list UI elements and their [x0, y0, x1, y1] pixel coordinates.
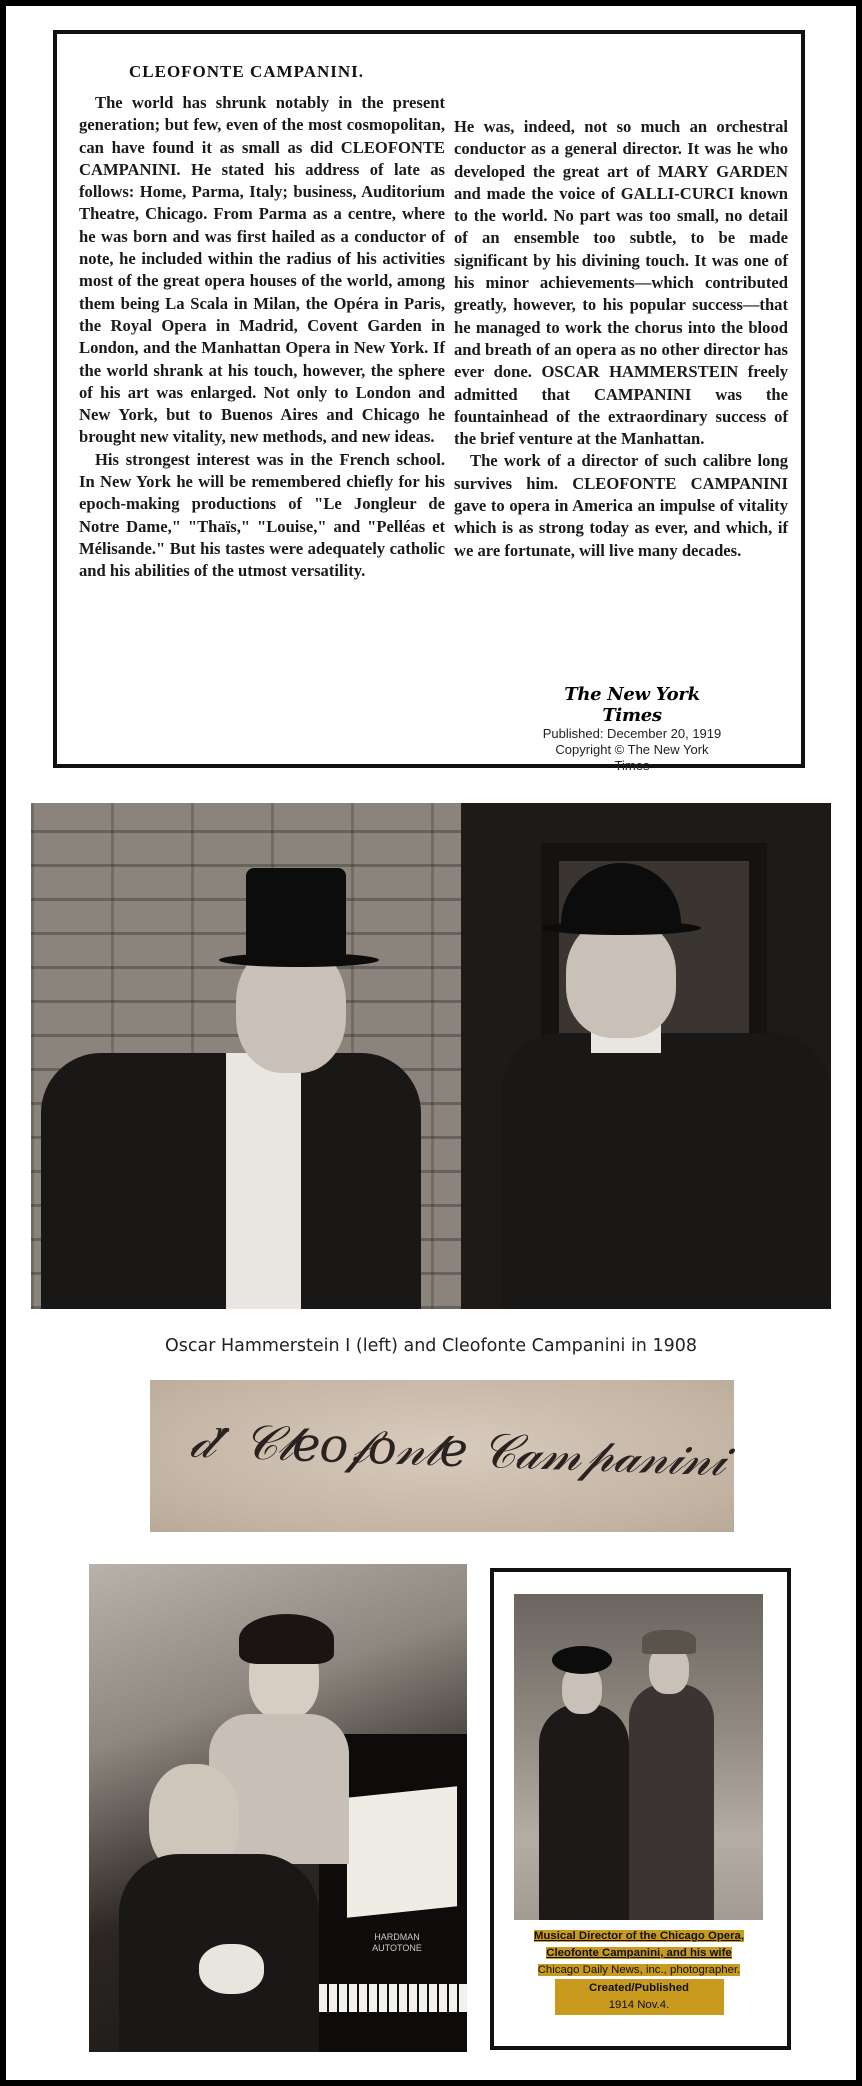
photo-campanini-at-piano	[89, 1564, 467, 2052]
source-credit	[537, 684, 727, 774]
dog	[199, 1944, 264, 1994]
husband-suit	[629, 1684, 714, 1920]
caption-link-line2[interactable]: Cleofonte Campanini, and his wife	[546, 1947, 732, 1959]
published-date: Published: December 20, 1919	[542, 726, 722, 741]
wife-dress	[539, 1704, 629, 1920]
right-man-face	[566, 918, 676, 1038]
article-paragraph: The work of a director of such calibre long survives him. CLEOFONTE CAMPANINI gave to opera in America an impulse of vitality which is as strong today as ever, and which, if we are fortunate, will live many decades.	[454, 451, 788, 560]
left-man-shirt	[226, 1053, 301, 1309]
signature-ink: 𝒹ʳ 𝒞𝓁𝑒𝑜𝒻𝑜𝓃𝓉𝑒 𝒞𝒶𝓂𝓅𝒶𝓃𝒾𝓃𝒾	[189, 1412, 726, 1488]
signature-image	[150, 1380, 734, 1532]
left-man-top-hat	[246, 868, 346, 963]
page-frame	[6, 6, 856, 2080]
created-published-block	[555, 1979, 724, 2015]
right-man-coat	[501, 1033, 831, 1309]
sheet-music	[347, 1786, 457, 1918]
piano-keys	[319, 1984, 467, 2012]
article-paragraph: He was, indeed, not so much an orchestral conductor as a general director. It was he who developed the great art of MARY GARDEN and made the voice of GALLI-CURCI known to the world. No part was too small, no detail of an ensemble too subtle, to be made significant by his divining touch. It was one of his minor achievements—which contributed greatly, however, to his popular success—that he managed to work the chorus into the blood and breath of an opera as no other director has ever done. OSCAR HAMMERSTEIN freely admitted that CAMPANINI was the fountainhead of the extraordinary success of the brief venture at the Manhattan.	[454, 117, 788, 449]
caption-link-line1[interactable]: Musical Director of the Chicago Opera,	[533, 1930, 745, 1942]
right-man-hat-brim	[541, 921, 701, 935]
article-column-right	[454, 116, 788, 562]
woman-hair	[239, 1614, 334, 1664]
photo-hammerstein-campanini	[31, 803, 831, 1309]
article-headline: CLEOFONTE CAMPANINI.	[129, 62, 365, 81]
created-label: Created/Published	[588, 1982, 689, 1994]
nyt-logo: The New York Times	[564, 684, 700, 726]
wife-hat	[552, 1646, 612, 1674]
photo3-caption-block	[524, 1928, 754, 2015]
photographer-credit: Chicago Daily News, inc., photographer.	[537, 1964, 741, 1976]
piano-brand-label: HARDMAN AUTOTONE	[372, 1932, 422, 1953]
article-paragraph: The world has shrunk notably in the present generation; but few, even of the most cosmopolitan, can have found it as small as did CLEOFONTE CAMPANINI. He stated his address of late as follows: Home, Parma, Italy; business, Auditorium Theatre, Chicago. From Parma as a centre, where he was born and was first hailed as a conductor of note, he included within the radius of his activities most of the great opera houses of the world, among them being La Scala in Milan, the Opéra in Paris, the Royal Opera in Madrid, Covent Garden in London, and the Manhattan Opera in New York. If the world shrank at his touch, however, the sphere of his art was enlarged. Not only to London and New York, but to Buenos Aires and Chicago he brought new vitality, new methods, and new ideas.	[79, 93, 445, 447]
boxed-photo-card	[490, 1568, 791, 2050]
created-date: 1914 Nov.4.	[608, 1999, 670, 2011]
photo1-caption: Oscar Hammerstein I (left) and Cleofonte Campanini in 1908	[164, 1336, 697, 1356]
article-column-left	[79, 92, 445, 583]
husband-hat	[642, 1630, 696, 1654]
copyright-line: Copyright © The New York Times	[555, 742, 709, 773]
article-paragraph: His strongest interest was in the French school. In New York he will be remembered chiefly for his epoch-making productions of "Le Jongleur de Notre Dame," "Thaïs," "Louise," and "Pelléas et Mélisande." But his tastes were adequately catholic and his abilities of the utmost versatility.	[79, 449, 445, 581]
newspaper-clipping	[53, 30, 805, 773]
left-man-hat-brim	[219, 953, 379, 967]
photo-campanini-and-wife	[514, 1594, 763, 1920]
